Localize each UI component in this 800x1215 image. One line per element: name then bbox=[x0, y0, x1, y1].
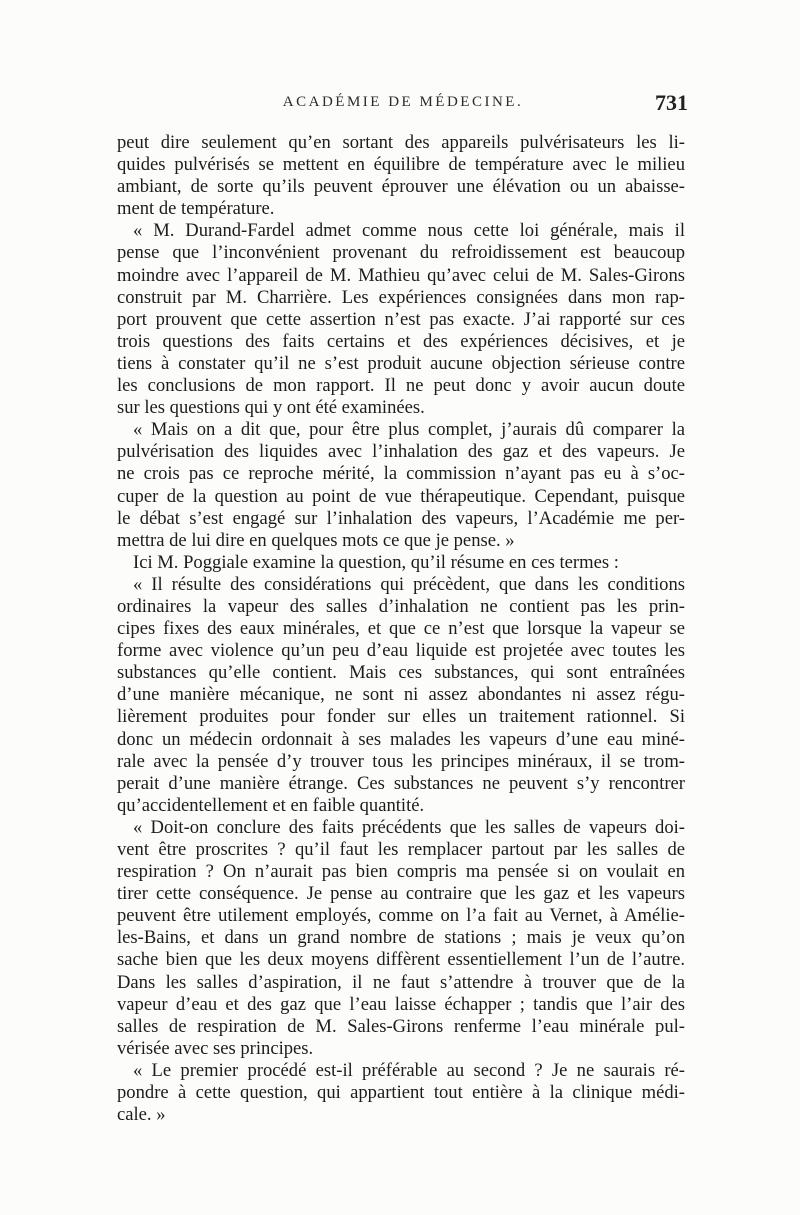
text-line: le débat s’est engagé sur l’inhalation des vapeurs, l’Académie me per- bbox=[117, 507, 685, 529]
text-line: tiens à constater qu’il ne s’est produit aucune objection sérieuse contre bbox=[117, 352, 685, 374]
text-line: forme avec violence qu’un peu d’eau liquide est projetée avec toutes les bbox=[117, 640, 685, 662]
text-line: substances qu’elle contient. Mais ces substances, qui sont entraînées bbox=[117, 662, 685, 684]
text-line: les conclusions de mon rapport. Il ne peut donc y avoir aucun doute bbox=[117, 375, 685, 397]
text-line: moindre avec l’appareil de M. Mathieu qu’avec celui de M. Sales-Girons bbox=[117, 264, 685, 286]
text-line: donc un médecin ordonnait à ses malades les vapeurs d’une eau miné- bbox=[117, 728, 685, 750]
text-line: vapeur d’eau et des gaz que l’eau laisse échapper ; tandis que l’air des bbox=[117, 993, 685, 1015]
text-line: pulvérisation des liquides avec l’inhalation des gaz et des vapeurs. Je bbox=[117, 441, 685, 463]
text-line: peuvent être utilement employés, comme on l’a fait au Vernet, à Amélie- bbox=[117, 905, 685, 927]
text-line: mettra de lui dire en quelques mots ce que je pense. » bbox=[117, 529, 515, 551]
text-line: qu’accidentellement et en faible quantité. bbox=[117, 794, 425, 816]
text-line: lièrement produites pour fonder sur elles un traitement rationnel. Si bbox=[117, 706, 685, 728]
text-line: salles de respiration de M. Sales-Girons renferme l’eau minérale pul- bbox=[117, 1015, 685, 1037]
text-line: cipes fixes des eaux minérales, et que ce n’est que lorsque la vapeur se bbox=[117, 618, 685, 640]
body-text bbox=[117, 132, 685, 1126]
text-line: peut dire seulement qu’en sortant des appareils pulvérisateurs les li- bbox=[117, 132, 685, 153]
text-line: pense que l’inconvénient provenant du refroidissement est beaucoup bbox=[117, 242, 685, 264]
text-line: Dans les salles d’aspiration, il ne faut s’attendre à trouver que de la bbox=[117, 971, 685, 993]
text-line: ordinaires la vapeur des salles d’inhalation ne contient pas les prin- bbox=[117, 595, 685, 617]
text-line: ment de température. bbox=[117, 198, 275, 220]
text-line: construit par M. Charrière. Les expériences consignées dans mon rap- bbox=[117, 286, 685, 308]
text-line: ambiant, de sorte qu’ils peuvent éprouver une élévation ou un abaisse- bbox=[117, 176, 685, 198]
text-line: port prouvent que cette assertion n’est pas exacte. J’ai rapporté sur ces bbox=[117, 308, 685, 330]
page-number: 731 bbox=[655, 90, 688, 115]
text-line: sache bien que les deux moyens diffèrent essentiellement l’un de l’autre. bbox=[117, 949, 685, 971]
text-line: trois questions des faits certains et des expériences décisives, et je bbox=[117, 330, 685, 352]
text-line: « Il résulte des considérations qui précèdent, que dans les conditions bbox=[133, 573, 685, 595]
text-line: « Mais on a dit que, pour être plus complet, j’aurais dû comparer la bbox=[133, 419, 685, 441]
text-line: perait d’une manière étrange. Ces substances ne peuvent s’y rencontrer bbox=[117, 772, 685, 794]
text-line: « M. Durand-Fardel admet comme nous cette loi générale, mais il bbox=[133, 220, 685, 242]
text-line: les-Bains, et dans un grand nombre de stations ; mais je veux qu’on bbox=[117, 927, 685, 949]
text-line: d’une manière mécanique, ne sont ni assez abondantes ni assez régu- bbox=[117, 684, 685, 706]
text-line: sur les questions qui y ont été examinées. bbox=[117, 397, 425, 419]
text-line: tirer cette conséquence. Je pense au contraire que les gaz et les vapeurs bbox=[117, 883, 685, 905]
text-line: cuper de la question au point de vue thérapeutique. Cependant, puisque bbox=[117, 485, 685, 507]
text-line: quides pulvérisés se mettent en équilibre de température avec le milieu bbox=[117, 154, 685, 176]
text-line: respiration ? On n’aurait pas bien compris ma pensée si on voulait en bbox=[117, 861, 685, 883]
text-line: vent être proscrites ? qu’il faut les remplacer partout par les salles de bbox=[117, 839, 685, 860]
text-line: rale avec la pensée d’y trouver tous les principes minéraux, il se trom- bbox=[117, 750, 685, 772]
page-header bbox=[118, 90, 688, 124]
text-line: ne crois pas ce reproche mérité, la commission n’ayant pas eu à s’oc- bbox=[117, 463, 685, 485]
text-line: vérisée avec ses principes. bbox=[117, 1037, 314, 1059]
running-head: ACADÉMIE DE MÉDECINE. bbox=[282, 94, 524, 110]
text-line: « Doit-on conclure des faits précédents que les salles de vapeurs doi- bbox=[133, 816, 685, 838]
text-line: pondre à cette question, qui appartient tout entière à la clinique médi- bbox=[117, 1082, 685, 1104]
text-line: « Le premier procédé est-il préférable au second ? Je ne saurais ré- bbox=[133, 1059, 685, 1081]
text-line: Ici M. Poggiale examine la question, qu’il résume en ces termes : bbox=[133, 551, 619, 573]
text-line: cale. » bbox=[117, 1104, 166, 1126]
